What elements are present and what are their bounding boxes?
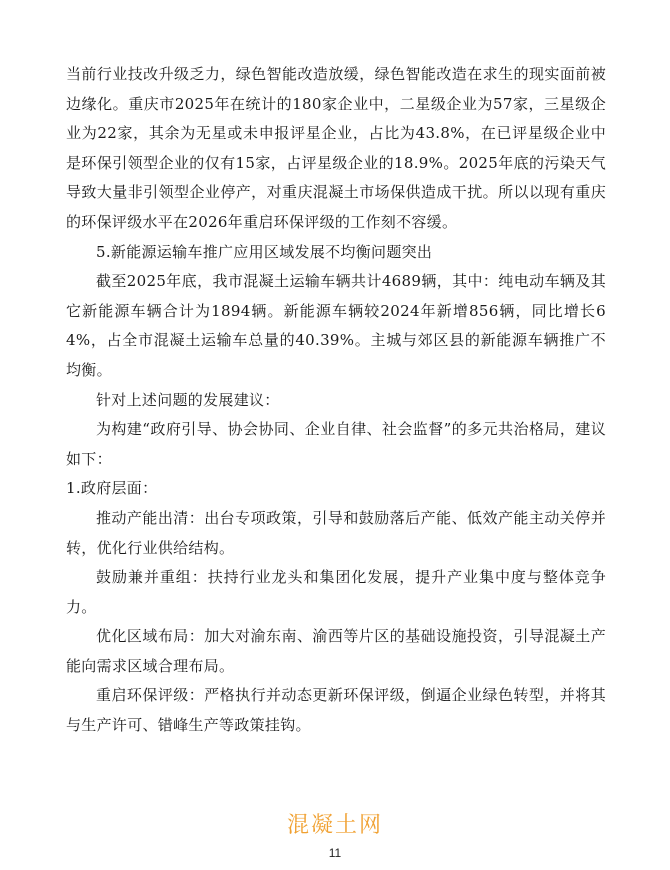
paragraph-mergers: 鼓励兼并重组：扶持行业龙头和集团化发展，提升产业集中度与整体竞争力。	[66, 568, 606, 616]
section-heading-government: 1.政府层面：	[66, 479, 158, 498]
section-heading-5: 5.新能源运输车推广应用区域发展不均衡问题突出	[96, 242, 433, 261]
paragraph-governance-model: 为构建“政府引导、协会协同、企业自律、社会监督”的多元共治格局，建议如下：	[66, 420, 606, 468]
document-body	[66, 60, 606, 741]
watermark-logo: 混凝土网	[286, 813, 383, 838]
paragraph-industry-upgrade: 当前行业技改升级乏力，绿色智能改造放缓，绿色智能改造在求生的现实面前被边缘化。重庆市2025年在统计的180家企业中，二星级企业为57家，三星级企业为22家，其余为无星或未申报评星企业，占比为43.8%，在已评星级企业中是环保引领型企业的仅有15家，占评星级企业的18.9%。2025年底的污染天气导致大量非引领型企业停产，对重庆混凝土市场保供造成干扰。所以以现有重庆的环保评级水平在2026年重启环保评级的工作刻不容缓。	[66, 65, 606, 231]
page-number: 11	[328, 846, 342, 860]
paragraph-environmental-rating: 重启环保评级：严格执行并动态更新环保评级，倒逼企业绿色转型，并将其与生产许可、错峰生产等政策挂钩。	[66, 686, 606, 735]
paragraph-capacity-exit: 推动产能出清：出台专项政策，引导和鼓励落后产能、低效产能主动关停并转，优化行业供给结构。	[66, 508, 606, 557]
paragraph-regional-layout: 优化区域布局：加大对渝东南、渝西等片区的基础设施投资，引导混凝土产能向需求区域合理布局。	[66, 627, 606, 675]
paragraph-new-energy-vehicles: 截至2025年底，我市混凝土运输车辆共计4689辆，其中：纯电动车辆及其它新能源车辆合计为1894辆。新能源车辆较2024年新增856辆，同比增长64%，占全市混凝土运输车总量的40.39%。主城与郊区县的新能源车辆推广不均衡。	[66, 272, 606, 379]
paragraph-suggestions-intro: 针对上述问题的发展建议：	[96, 390, 280, 409]
